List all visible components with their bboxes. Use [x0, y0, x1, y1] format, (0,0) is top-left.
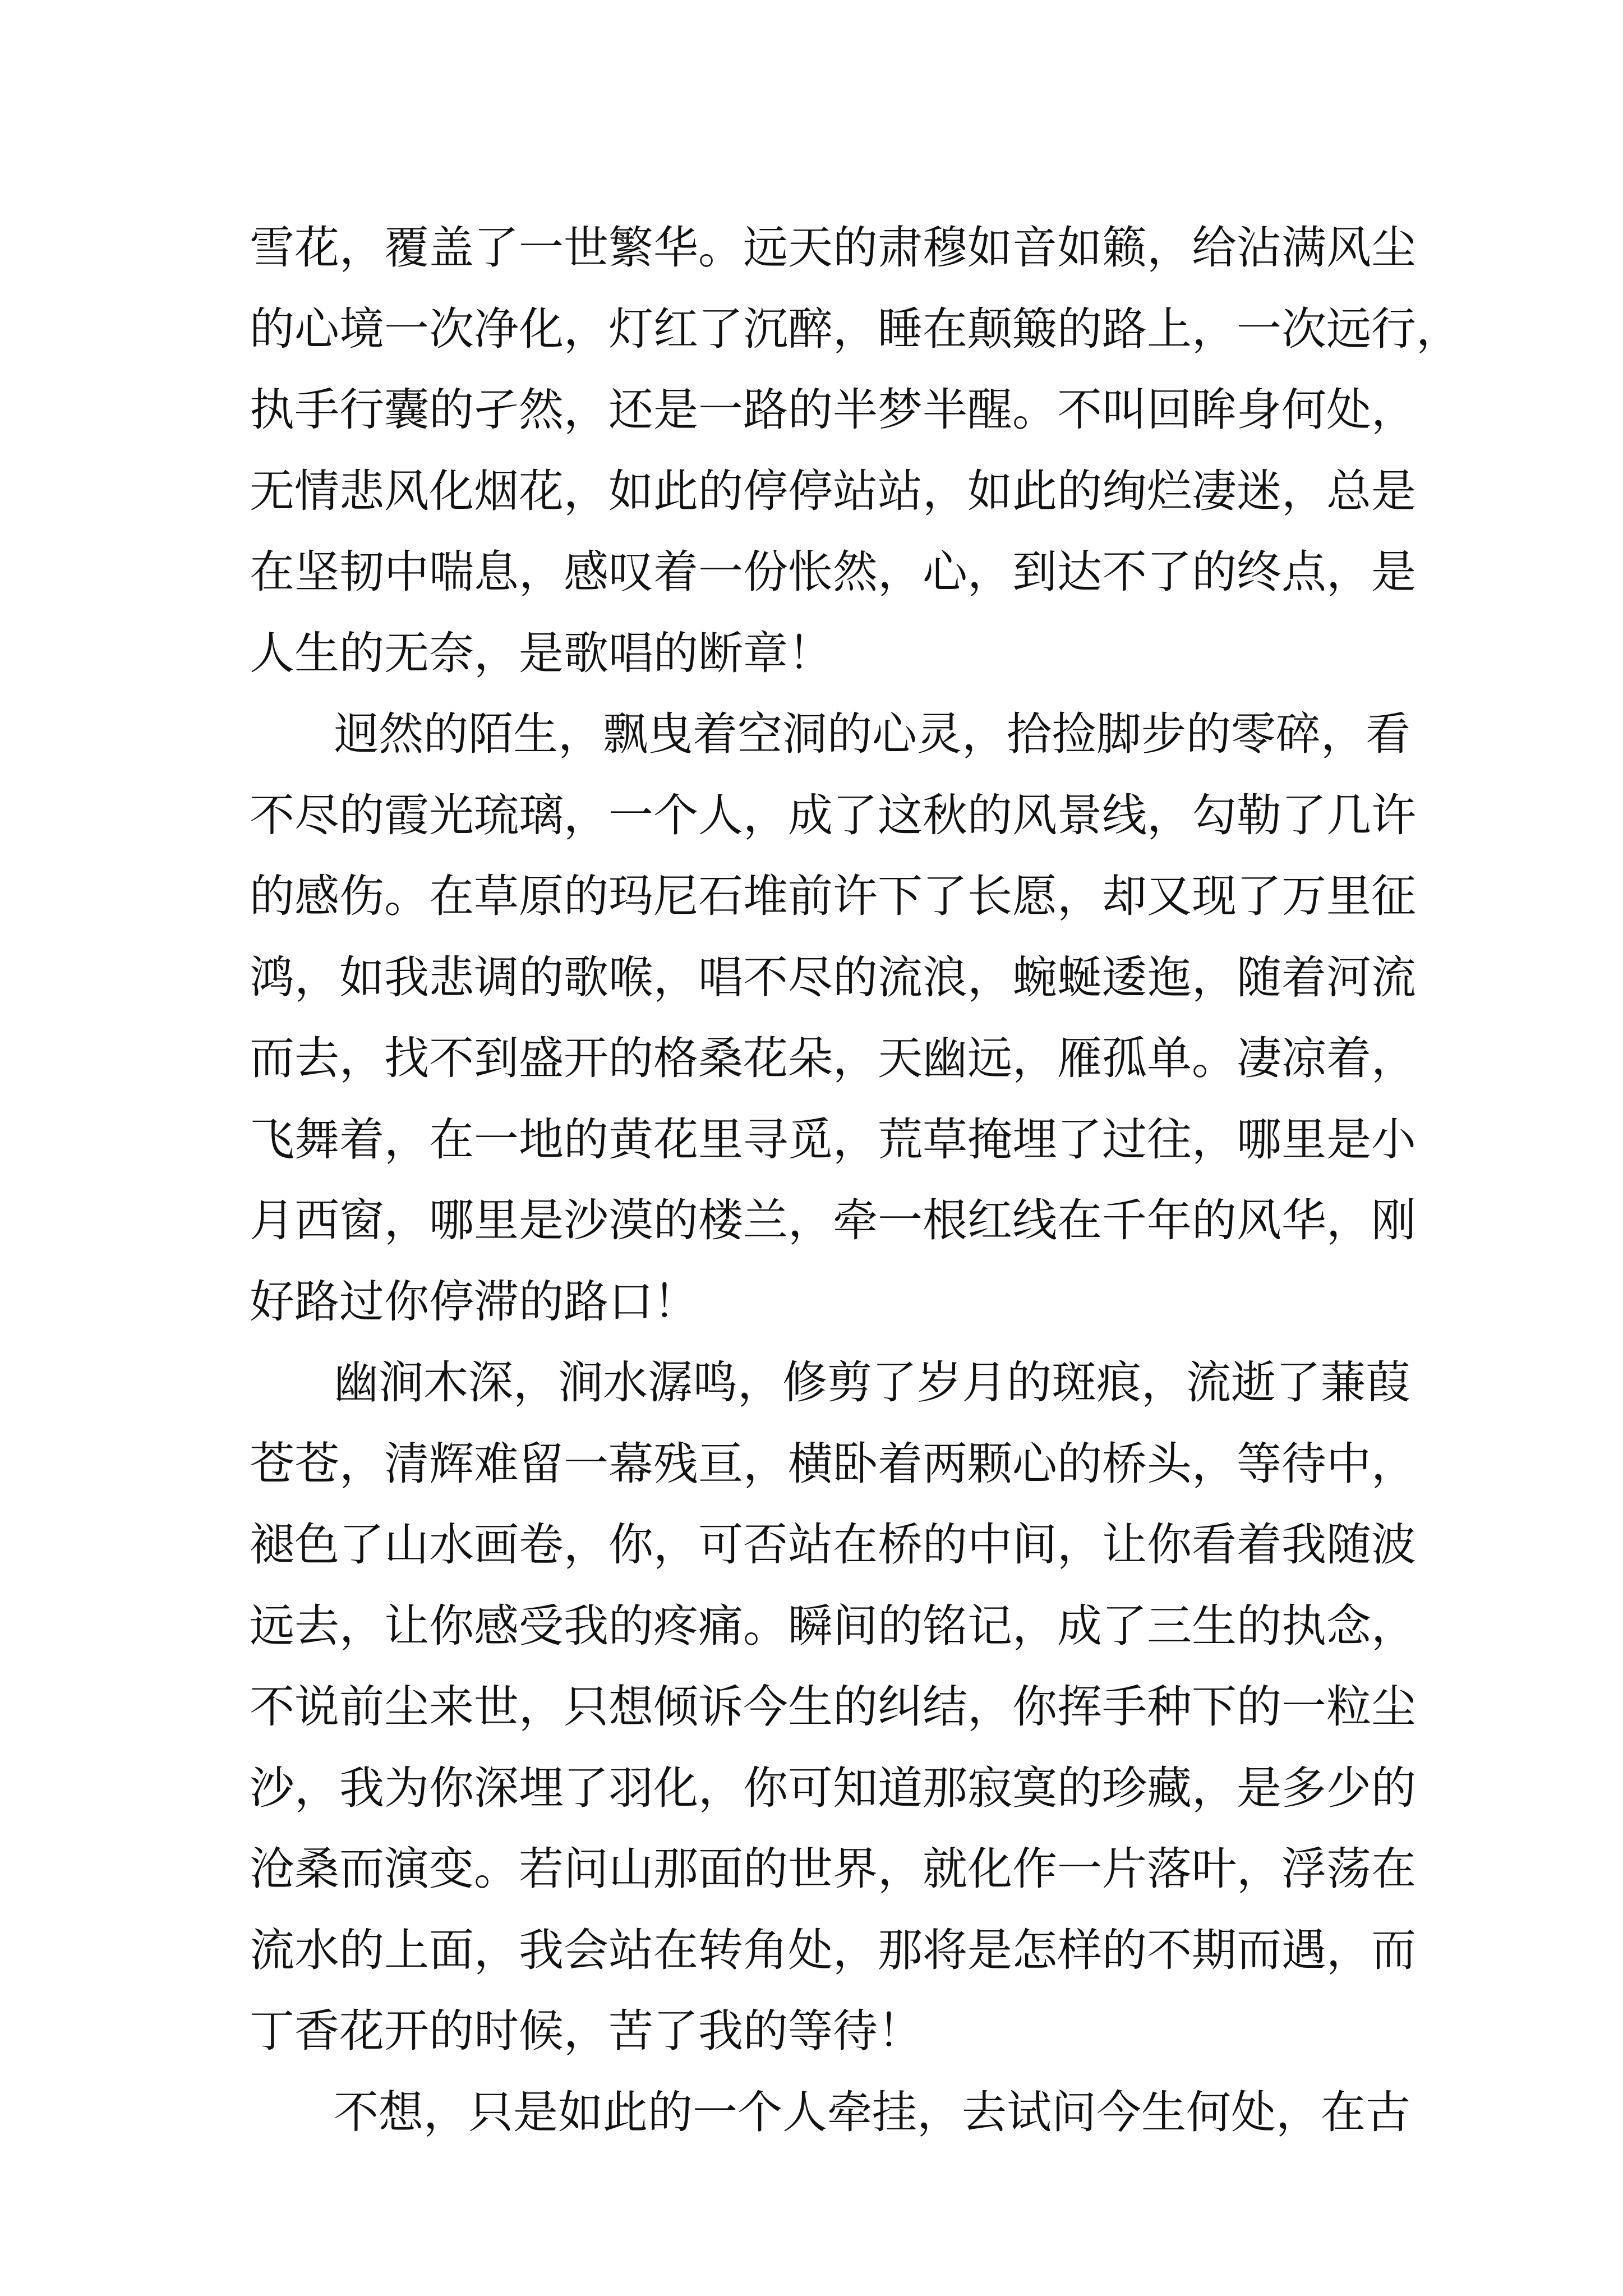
paragraph-first-line: 不想，只是如此的一个人牵挂，去试问今生何处，在古: [334, 2086, 1410, 2138]
paragraph-first-line: 迥然的陌生，飘曳着空洞的心灵，拾捡脚步的零碎，看: [334, 708, 1410, 760]
text-line: 远去，让你感受我的疼痛。瞬间的铭记，成了三生的执念，: [250, 1599, 1416, 1652]
text-line: 流水的上面，我会站在转角处，那将是怎样的不期而遇，而: [250, 1924, 1416, 1976]
text-line: 苍苍，清辉难留一幕残亘，横卧着两颗心的桥头，等待中，: [250, 1437, 1416, 1490]
text-line: 的心境一次净化，灯红了沉醉，睡在颠簸的路上，一次远行，: [250, 302, 1461, 355]
article-body: [250, 208, 1461, 2153]
paragraph-first-line: 幽涧木深，涧水潺鸣，修剪了岁月的斑痕，流逝了蒹葭: [334, 1356, 1410, 1409]
text-line: 的感伤。在草原的玛尼石堆前许下了长愿，却又现了万里征: [250, 870, 1416, 922]
text-line: 飞舞着，在一地的黄花里寻觅，荒草掩埋了过往，哪里是小: [250, 1113, 1416, 1166]
text-line: 沧桑而演变。若问山那面的世界，就化作一片落叶，浮荡在: [250, 1843, 1416, 1895]
text-line: 沙，我为你深埋了羽化，你可知道那寂寞的珍藏，是多少的: [250, 1761, 1416, 1814]
text-line: 无情悲风化烟花，如此的停停站站，如此的绚烂凄迷，总是: [250, 464, 1416, 517]
text-line: 丁香花开的时候，苦了我的等待！: [250, 2005, 923, 2057]
text-line: 好路过你停滞的路口！: [250, 1275, 698, 1328]
text-line: 褪色了山水画卷，你，可否站在桥的中间，让你看着我随波: [250, 1519, 1416, 1571]
text-line: 人生的无奈，是歌唱的断章！: [250, 627, 833, 679]
text-line: 不尽的霞光琉璃，一个人，成了这秋的风景线，勾勒了几许: [250, 789, 1416, 841]
text-line: 而去，找不到盛开的格桑花朵，天幽远，雁孤单。凄凉着，: [250, 1032, 1416, 1084]
text-line: 不说前尘来世，只想倾诉今生的纠结，你挥手种下的一粒尘: [250, 1681, 1416, 1733]
text-line: 执手行囊的孑然，还是一路的半梦半醒。不叫回眸身何处，: [250, 384, 1416, 436]
text-line: 鸿，如我悲调的歌喉，唱不尽的流浪，蜿蜒逶迤，随着河流: [250, 951, 1416, 1004]
text-line: 在坚韧中喘息，感叹着一份怅然，心，到达不了的终点，是: [250, 546, 1416, 598]
text-line: 雪花，覆盖了一世繁华。远天的肃穆如音如籁，给沾满风尘: [250, 222, 1416, 274]
text-line: 月西窗，哪里是沙漠的楼兰，牵一根红线在千年的风华，刚: [250, 1194, 1416, 1246]
